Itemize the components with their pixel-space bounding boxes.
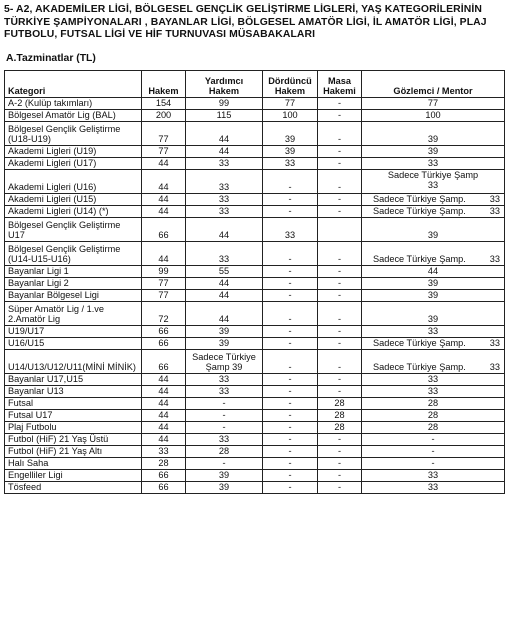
- cell-gozlemci: 28: [362, 421, 505, 433]
- cell-masa: -: [318, 145, 362, 157]
- cell-masa: -: [318, 277, 362, 289]
- table-row: [5, 433, 505, 445]
- cell-masa: -: [318, 481, 362, 493]
- cell-gozlemci: 33: [362, 157, 505, 169]
- table-row: [5, 193, 505, 205]
- cell-hakem: 44: [142, 433, 186, 445]
- cell-kategori: Bölgesel Gençlik Geliştirme (U14-U15-U16): [5, 241, 142, 265]
- cell-gozlemci: -: [362, 433, 505, 445]
- cell-hakem: 44: [142, 409, 186, 421]
- cell-kategori: Bayanlar U13: [5, 385, 142, 397]
- cell-kategori: Bayanlar U17,U15: [5, 373, 142, 385]
- cell-kategori: U16/U15: [5, 337, 142, 349]
- cell-hakem: 33: [142, 445, 186, 457]
- cell-masa: 28: [318, 409, 362, 421]
- cell-masa: -: [318, 205, 362, 217]
- cell-hakem: 44: [142, 205, 186, 217]
- cell-gozlemci: 39: [362, 121, 505, 145]
- cell-masa: 28: [318, 421, 362, 433]
- cell-yardimci: 44: [186, 289, 263, 301]
- cell-dorduncu: -: [263, 469, 318, 481]
- cell-gozlemci: 44: [362, 265, 505, 277]
- cell-kategori: Bölgesel Amatör Lig (BAL): [5, 109, 142, 121]
- cell-masa: -: [318, 301, 362, 325]
- cell-yardimci: 44: [186, 145, 263, 157]
- cell-kategori: Engelliler Ligi: [5, 469, 142, 481]
- table-row: [5, 217, 505, 241]
- cell-hakem: 77: [142, 145, 186, 157]
- cell-dorduncu: -: [263, 241, 318, 265]
- cell-yardimci: 39: [186, 481, 263, 493]
- table-row: [5, 241, 505, 265]
- cell-kategori: Bölgesel Gençlik Geliştirme U17: [5, 217, 142, 241]
- table-row: [5, 121, 505, 145]
- cell-hakem: 44: [142, 385, 186, 397]
- gozlemci-note: Sadece Türkiye Şamp.: [373, 338, 466, 348]
- cell-yardimci: 44: [186, 277, 263, 289]
- cell-masa: -: [318, 469, 362, 481]
- header-yardimci: Yardımcı Hakem: [186, 70, 263, 97]
- table-row: [5, 469, 505, 481]
- table-row: [5, 109, 505, 121]
- cell-gozlemci: 33: [362, 325, 505, 337]
- table-row: [5, 421, 505, 433]
- cell-yardimci: Sadece Türkiye Şamp 39: [186, 349, 263, 373]
- cell-gozlemci: 39: [362, 277, 505, 289]
- cell-dorduncu: -: [263, 409, 318, 421]
- cell-gozlemci: -: [362, 445, 505, 457]
- cell-hakem: 44: [142, 193, 186, 205]
- table-row: [5, 349, 505, 373]
- table-row: [5, 397, 505, 409]
- cell-kategori: Bölgesel Gençlik Geliştirme (U18-U19): [5, 121, 142, 145]
- cell-hakem: 44: [142, 241, 186, 265]
- cell-yardimci: 44: [186, 301, 263, 325]
- cell-masa: -: [318, 457, 362, 469]
- cell-gozlemci: [362, 193, 505, 205]
- cell-dorduncu: -: [263, 205, 318, 217]
- gozlemci-value: 33: [489, 194, 500, 204]
- cell-yardimci: 115: [186, 109, 263, 121]
- gozlemci-note: Sadece Türkiye Şamp.: [373, 206, 466, 216]
- cell-yardimci: 33: [186, 205, 263, 217]
- cell-dorduncu: -: [263, 445, 318, 457]
- cell-kategori: Futsal: [5, 397, 142, 409]
- table-header-row: [5, 70, 505, 97]
- table-row: [5, 457, 505, 469]
- cell-dorduncu: -: [263, 421, 318, 433]
- cell-gozlemci: 33: [362, 469, 505, 481]
- cell-masa: -: [318, 349, 362, 373]
- cell-kategori: Akademi Ligleri (U17): [5, 157, 142, 169]
- cell-gozlemci: 39: [362, 301, 505, 325]
- cell-masa: -: [318, 169, 362, 193]
- cell-dorduncu: 100: [263, 109, 318, 121]
- table-row: [5, 325, 505, 337]
- table-row: [5, 445, 505, 457]
- cell-hakem: 77: [142, 277, 186, 289]
- cell-dorduncu: -: [263, 265, 318, 277]
- gozlemci-note: Sadece Türkiye Şamp.: [373, 194, 466, 204]
- table-row: [5, 385, 505, 397]
- cell-hakem: 44: [142, 157, 186, 169]
- cell-dorduncu: -: [263, 337, 318, 349]
- cell-gozlemci: 77: [362, 97, 505, 109]
- cell-kategori: Futsal U17: [5, 409, 142, 421]
- cell-masa: -: [318, 289, 362, 301]
- cell-kategori: Akademi Ligleri (U14) (*): [5, 205, 142, 217]
- section-heading: A.Tazminatlar (TL): [6, 52, 96, 64]
- cell-masa: -: [318, 121, 362, 145]
- table-row: [5, 205, 505, 217]
- cell-dorduncu: -: [263, 301, 318, 325]
- cell-dorduncu: 39: [263, 121, 318, 145]
- cell-dorduncu: -: [263, 385, 318, 397]
- cell-gozlemci: [362, 337, 505, 349]
- table-row: [5, 409, 505, 421]
- gozlemci-note: Sadece Türkiye Şamp.: [373, 362, 466, 372]
- cell-yardimci: 33: [186, 373, 263, 385]
- cell-yardimci: 33: [186, 241, 263, 265]
- header-dorduncu: Dördüncü Hakem: [263, 70, 318, 97]
- cell-yardimci: 55: [186, 265, 263, 277]
- cell-hakem: 77: [142, 289, 186, 301]
- cell-yardimci: -: [186, 457, 263, 469]
- cell-hakem: 154: [142, 97, 186, 109]
- table-row: [5, 97, 505, 109]
- cell-hakem: 66: [142, 217, 186, 241]
- cell-kategori: Bayanlar Ligi 2: [5, 277, 142, 289]
- cell-dorduncu: 39: [263, 145, 318, 157]
- gozlemci-note: Sadece Türkiye Şamp: [387, 169, 479, 180]
- table-row: [5, 481, 505, 493]
- cell-yardimci: 39: [186, 469, 263, 481]
- cell-hakem: 44: [142, 397, 186, 409]
- cell-yardimci: 33: [186, 385, 263, 397]
- cell-hakem: 44: [142, 421, 186, 433]
- gozlemci-value: 33: [489, 362, 500, 372]
- table-row: [5, 301, 505, 325]
- cell-yardimci: -: [186, 421, 263, 433]
- table-row: [5, 145, 505, 157]
- cell-gozlemci: -: [362, 457, 505, 469]
- cell-kategori: U14/U13/U12/U11(MİNİ MİNİK): [5, 349, 142, 373]
- cell-hakem: 200: [142, 109, 186, 121]
- cell-masa: [318, 217, 362, 241]
- compensation-table: [4, 70, 505, 494]
- cell-yardimci: 99: [186, 97, 263, 109]
- gozlemci-value: 33: [489, 338, 500, 348]
- cell-hakem: 66: [142, 349, 186, 373]
- cell-masa: -: [318, 385, 362, 397]
- cell-masa: -: [318, 241, 362, 265]
- cell-dorduncu: -: [263, 349, 318, 373]
- cell-gozlemci: 39: [362, 145, 505, 157]
- cell-kategori: U19/U17: [5, 325, 142, 337]
- header-kategori: Kategori: [5, 70, 142, 97]
- cell-gozlemci: [362, 241, 505, 265]
- cell-yardimci: 39: [186, 337, 263, 349]
- cell-dorduncu: 33: [263, 217, 318, 241]
- gozlemci-value: 33: [489, 206, 500, 216]
- table-row: [5, 169, 505, 193]
- cell-kategori: Akademi Ligleri (U15): [5, 193, 142, 205]
- cell-gozlemci: 33: [362, 385, 505, 397]
- table-row: [5, 157, 505, 169]
- cell-yardimci: 44: [186, 121, 263, 145]
- table-body: [5, 97, 505, 493]
- gozlemci-value: 33: [489, 254, 500, 264]
- cell-masa: -: [318, 109, 362, 121]
- cell-kategori: A-2 (Kulüp takımları): [5, 97, 142, 109]
- cell-dorduncu: -: [263, 169, 318, 193]
- cell-dorduncu: -: [263, 277, 318, 289]
- table-row: [5, 289, 505, 301]
- cell-hakem: 44: [142, 169, 186, 193]
- cell-dorduncu: -: [263, 289, 318, 301]
- document-title: 5- A2, AKADEMİLER LİGİ, BÖLGESEL GENÇLİK GELİŞTİRME LİGLERİ, YAŞ KATEGORİLERİNİN TÜRKİYE ŞAMPİYONALARI , BAYANLAR LİGİ, BÖLGESEL AMATÖR LİGİ, İL AMATÖR LİGİ, PLAJ FUTBOLU, FUTSAL LİGİ VE HİF TURNUVASI MÜSABAKALARI: [4, 4, 487, 40]
- cell-gozlemci: 39: [362, 217, 505, 241]
- cell-masa: -: [318, 193, 362, 205]
- cell-kategori: Süper Amatör Lig / 1.ve 2.Amatör Lig: [5, 301, 142, 325]
- cell-masa: -: [318, 265, 362, 277]
- cell-gozlemci: 39: [362, 289, 505, 301]
- cell-gozlemci: [362, 205, 505, 217]
- cell-yardimci: 28: [186, 445, 263, 457]
- header-hakem: Hakem: [142, 70, 186, 97]
- cell-dorduncu: -: [263, 397, 318, 409]
- cell-kategori: Futbol (HiF) 21 Yaş Altı: [5, 445, 142, 457]
- gozlemci-value: 33: [427, 180, 439, 190]
- gozlemci-note: Sadece Türkiye Şamp.: [373, 254, 466, 264]
- cell-hakem: 28: [142, 457, 186, 469]
- cell-gozlemci: 33: [362, 481, 505, 493]
- cell-kategori: Plaj Futbolu: [5, 421, 142, 433]
- cell-masa: -: [318, 325, 362, 337]
- header-masa: Masa Hakemi: [318, 70, 362, 97]
- cell-yardimci: 33: [186, 433, 263, 445]
- cell-masa: -: [318, 445, 362, 457]
- cell-gozlemci: 28: [362, 397, 505, 409]
- cell-gozlemci: [362, 169, 505, 193]
- cell-hakem: 66: [142, 481, 186, 493]
- cell-masa: 28: [318, 397, 362, 409]
- cell-hakem: 66: [142, 469, 186, 481]
- cell-gozlemci: 33: [362, 373, 505, 385]
- cell-dorduncu: -: [263, 373, 318, 385]
- cell-hakem: 66: [142, 337, 186, 349]
- header-gozlemci: Gözlemci / Mentor: [362, 70, 505, 97]
- cell-dorduncu: -: [263, 481, 318, 493]
- cell-hakem: 66: [142, 325, 186, 337]
- cell-kategori: Bayanlar Bölgesel Ligi: [5, 289, 142, 301]
- table-row: [5, 373, 505, 385]
- cell-kategori: Bayanlar Ligi 1: [5, 265, 142, 277]
- cell-masa: -: [318, 97, 362, 109]
- cell-yardimci: 33: [186, 193, 263, 205]
- table-row: [5, 337, 505, 349]
- cell-dorduncu: 33: [263, 157, 318, 169]
- cell-masa: -: [318, 157, 362, 169]
- cell-dorduncu: -: [263, 433, 318, 445]
- cell-gozlemci: 28: [362, 409, 505, 421]
- cell-masa: -: [318, 337, 362, 349]
- cell-dorduncu: -: [263, 193, 318, 205]
- cell-yardimci: 39: [186, 325, 263, 337]
- cell-yardimci: 33: [186, 157, 263, 169]
- cell-masa: -: [318, 433, 362, 445]
- cell-gozlemci: 100: [362, 109, 505, 121]
- cell-hakem: 99: [142, 265, 186, 277]
- table-row: [5, 277, 505, 289]
- cell-kategori: Futbol (HiF) 21 Yaş Üstü: [5, 433, 142, 445]
- cell-kategori: Halı Saha: [5, 457, 142, 469]
- cell-dorduncu: 77: [263, 97, 318, 109]
- cell-kategori: Akademi Ligleri (U16): [5, 169, 142, 193]
- cell-gozlemci: [362, 349, 505, 373]
- cell-yardimci: 33: [186, 169, 263, 193]
- cell-kategori: Tösfeed: [5, 481, 142, 493]
- cell-dorduncu: -: [263, 325, 318, 337]
- cell-hakem: 72: [142, 301, 186, 325]
- cell-masa: -: [318, 373, 362, 385]
- cell-hakem: 44: [142, 373, 186, 385]
- cell-yardimci: 44: [186, 217, 263, 241]
- cell-dorduncu: -: [263, 457, 318, 469]
- cell-yardimci: -: [186, 409, 263, 421]
- cell-hakem: 77: [142, 121, 186, 145]
- cell-yardimci: -: [186, 397, 263, 409]
- cell-kategori: Akademi Ligleri (U19): [5, 145, 142, 157]
- table-row: [5, 265, 505, 277]
